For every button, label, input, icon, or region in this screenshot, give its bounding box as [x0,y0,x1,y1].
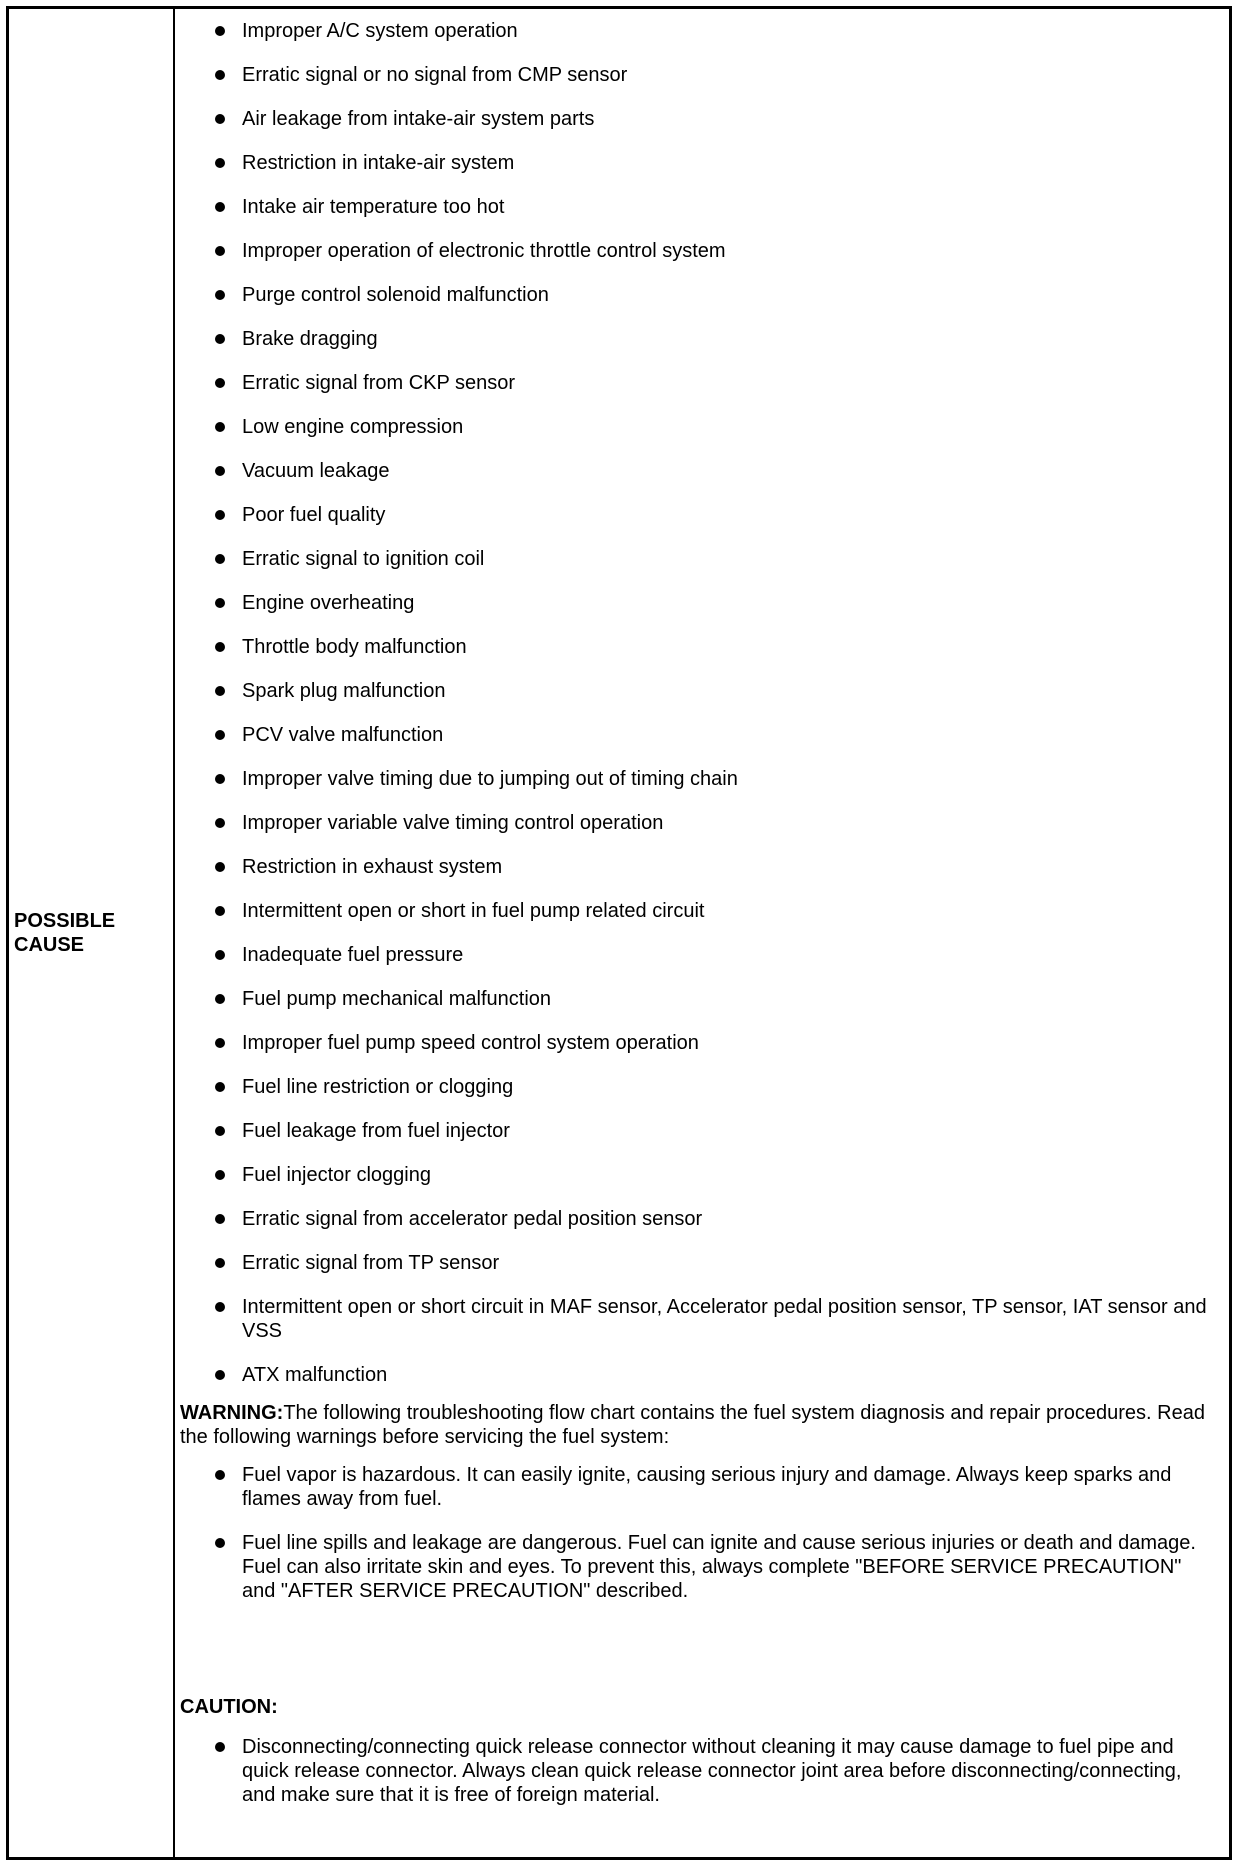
list-item-text: Intermittent open or short in fuel pump related circuit [242,900,705,922]
bullet-icon [215,510,225,520]
list-item-text: ATX malfunction [242,1364,388,1386]
list-item [180,1735,1217,1807]
list-item-text: Poor fuel quality [242,504,386,526]
bullet-icon [215,730,225,740]
list-item-text: Fuel line restriction or clogging [242,1076,514,1098]
list-item [180,239,1217,263]
list-item-text: Erratic signal from CKP sensor [242,372,516,394]
warning-text: The following troubleshooting flow chart contains the fuel system diagnosis and repair procedures. Read the following warnings before servicing the fuel system: [180,1402,1205,1448]
list-item [180,63,1217,87]
bullet-icon [215,774,225,784]
bullet-icon [215,422,225,432]
row-label-cell [9,9,173,1857]
bullet-icon [215,1170,225,1180]
list-item-text: Restriction in exhaust system [242,856,503,878]
list-item-text: Disconnecting/connecting quick release connector without cleaning it may cause damage to fuel pipe and quick release connector. Always clean quick release connector joint area before disconnecting/connecting, and make sure that it is free of foreign material. [242,1736,1182,1806]
list-item-text: Fuel vapor is hazardous. It can easily ignite, causing serious injury and damage. Always keep sparks and flames away from fuel. [242,1464,1172,1510]
list-item [180,195,1217,219]
list-item-text: Restriction in intake-air system [242,152,515,174]
bullet-icon [215,70,225,80]
list-item [180,943,1217,967]
bullet-icon [215,378,225,388]
list-item [180,107,1217,131]
possible-cause-table [6,6,1232,1860]
list-item [180,635,1217,659]
list-item [180,723,1217,747]
list-item-text: Brake dragging [242,328,378,350]
cause-content-cell [175,9,1229,1857]
list-item-text: Improper A/C system operation [242,20,518,42]
warning-paragraph [180,1401,1217,1449]
list-item-text: Air leakage from intake-air system parts [242,108,595,130]
row-label: POSSIBLE CAUSE [14,910,116,956]
list-item-text: Vacuum leakage [242,460,390,482]
bullet-icon [215,1038,225,1048]
bullet-icon [215,1370,225,1380]
bullet-icon [215,114,225,124]
list-item-text: Improper operation of electronic throttle control system [242,240,726,262]
list-item [180,283,1217,307]
list-item [180,591,1217,615]
list-item [180,1207,1217,1231]
list-item [180,503,1217,527]
list-item [180,1295,1217,1343]
list-item [180,547,1217,571]
bullet-icon [215,1258,225,1268]
list-item [180,1119,1217,1143]
bullet-icon [215,334,225,344]
list-item [180,415,1217,439]
bullet-icon [215,158,225,168]
list-item [180,767,1217,791]
list-item-text: Purge control solenoid malfunction [242,284,549,306]
list-item-text: Erratic signal or no signal from CMP sensor [242,64,628,86]
bullet-icon [215,554,225,564]
bullet-icon [215,1302,225,1312]
list-item [180,1531,1217,1603]
bullet-icon [215,862,225,872]
warning-label: WARNING: [180,1402,284,1424]
list-item [180,19,1217,43]
bullet-icon [215,1082,225,1092]
bullet-icon [215,1126,225,1136]
list-item-text: Fuel leakage from fuel injector [242,1120,510,1142]
list-item [180,1163,1217,1187]
list-item [180,679,1217,703]
bullet-icon [215,818,225,828]
list-item-text: Intake air temperature too hot [242,196,505,218]
list-item-text: Intermittent open or short circuit in MAF sensor, Accelerator pedal position sensor, TP sensor, IAT sensor and VSS [242,1296,1207,1342]
list-item-text: Erratic signal to ignition coil [242,548,485,570]
list-item [180,1463,1217,1511]
list-item [180,1075,1217,1099]
bullet-icon [215,598,225,608]
bullet-icon [215,1538,225,1548]
bullet-icon [215,1470,225,1480]
bullet-icon [215,686,225,696]
list-item-text: Fuel injector clogging [242,1164,431,1186]
list-item-text: Erratic signal from accelerator pedal position sensor [242,1208,703,1230]
bullet-icon [215,642,225,652]
list-item [180,855,1217,879]
list-item [180,327,1217,351]
list-item-text: Low engine compression [242,416,464,438]
list-item [180,899,1217,923]
cause-list [180,19,1217,1387]
bullet-icon [215,994,225,1004]
list-item-text: Fuel pump mechanical malfunction [242,988,552,1010]
caution-list [180,1735,1217,1807]
bullet-icon [215,906,225,916]
list-item-text: Engine overheating [242,592,415,614]
list-item-text: Throttle body malfunction [242,636,467,658]
list-item-text: Improper variable valve timing control operation [242,812,664,834]
bullet-icon [215,1214,225,1224]
list-item [180,811,1217,835]
list-item-text: Improper valve timing due to jumping out of timing chain [242,768,738,790]
bullet-icon [215,26,225,36]
list-item [180,151,1217,175]
list-item-text: PCV valve malfunction [242,724,444,746]
list-item-text: Improper fuel pump speed control system operation [242,1032,699,1054]
list-item-text: Spark plug malfunction [242,680,446,702]
bullet-icon [215,246,225,256]
bullet-icon [215,202,225,212]
bullet-icon [215,290,225,300]
list-item [180,1031,1217,1055]
list-item [180,371,1217,395]
caution-label: CAUTION: [180,1696,278,1718]
bullet-icon [215,466,225,476]
list-item-text: Fuel line spills and leakage are dangerous. Fuel can ignite and cause serious injuries or death and damage. Fuel can also irritate skin and eyes. To prevent this, always complete "BEFORE SERVICE PRECAUTION" and "AFTER SERVICE PRECAUTION" described. [242,1532,1196,1602]
list-item [180,1363,1217,1387]
bullet-icon [215,1742,225,1752]
list-item-text: Erratic signal from TP sensor [242,1252,500,1274]
list-item [180,1251,1217,1275]
list-item-text: Inadequate fuel pressure [242,944,464,966]
bullet-icon [215,950,225,960]
warning-list [180,1463,1217,1603]
list-item [180,987,1217,1011]
list-item [180,459,1217,483]
